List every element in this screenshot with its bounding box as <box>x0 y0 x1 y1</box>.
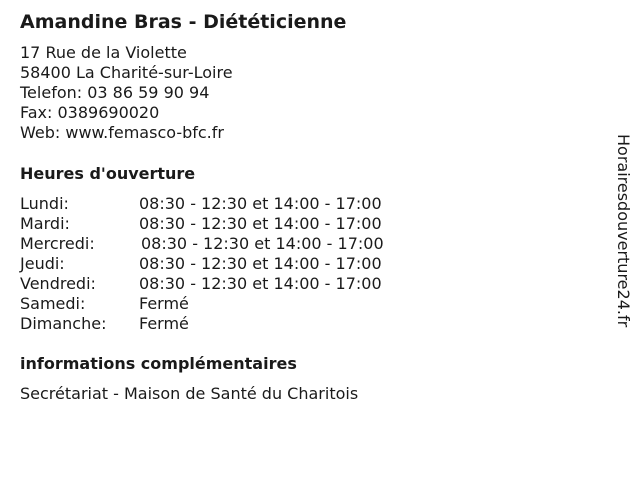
hours-row-samedi <box>20 294 440 314</box>
hours-row-mardi <box>20 214 440 234</box>
hours-table <box>20 194 440 334</box>
watermark-text: Horairesdouverture24.fr <box>614 134 633 328</box>
day-label: Mercredi: <box>20 234 95 253</box>
hours-row-mercredi <box>20 234 440 254</box>
business-title: Amandine Bras - Diététicienne <box>20 11 347 33</box>
time-value: 08:30 - 12:30 et 14:00 - 17:00 <box>139 254 382 273</box>
day-label: Vendredi: <box>20 274 96 293</box>
time-value: 08:30 - 12:30 et 14:00 - 17:00 <box>139 274 382 293</box>
time-value: 08:30 - 12:30 et 14:00 - 17:00 <box>139 214 382 233</box>
day-label: Lundi: <box>20 194 69 213</box>
phone-number: Telefon: 03 86 59 90 94 <box>20 83 210 102</box>
hours-row-lundi <box>20 194 440 214</box>
time-value: 08:30 - 12:30 et 14:00 - 17:00 <box>139 194 382 213</box>
day-label: Mardi: <box>20 214 70 233</box>
time-value: 08:30 - 12:30 et 14:00 - 17:00 <box>141 234 384 253</box>
hours-row-vendredi <box>20 274 440 294</box>
day-label: Samedi: <box>20 294 86 313</box>
hours-heading: Heures d'ouverture <box>20 164 196 183</box>
time-value: Fermé <box>139 314 189 333</box>
info-heading: informations complémentaires <box>20 354 297 373</box>
hours-row-jeudi <box>20 254 440 274</box>
fax-number: Fax: 0389690020 <box>20 103 160 122</box>
address-street: 17 Rue de la Violette <box>20 43 187 62</box>
contact-block <box>20 43 233 143</box>
info-text: Secrétariat - Maison de Santé du Charitois <box>20 384 359 403</box>
address-city: 58400 La Charité-sur-Loire <box>20 63 233 82</box>
time-value: Fermé <box>139 294 189 313</box>
website: Web: www.femasco-bfc.fr <box>20 123 224 142</box>
day-label: Jeudi: <box>20 254 65 273</box>
day-label: Dimanche: <box>20 314 107 333</box>
hours-row-dimanche <box>20 314 440 334</box>
